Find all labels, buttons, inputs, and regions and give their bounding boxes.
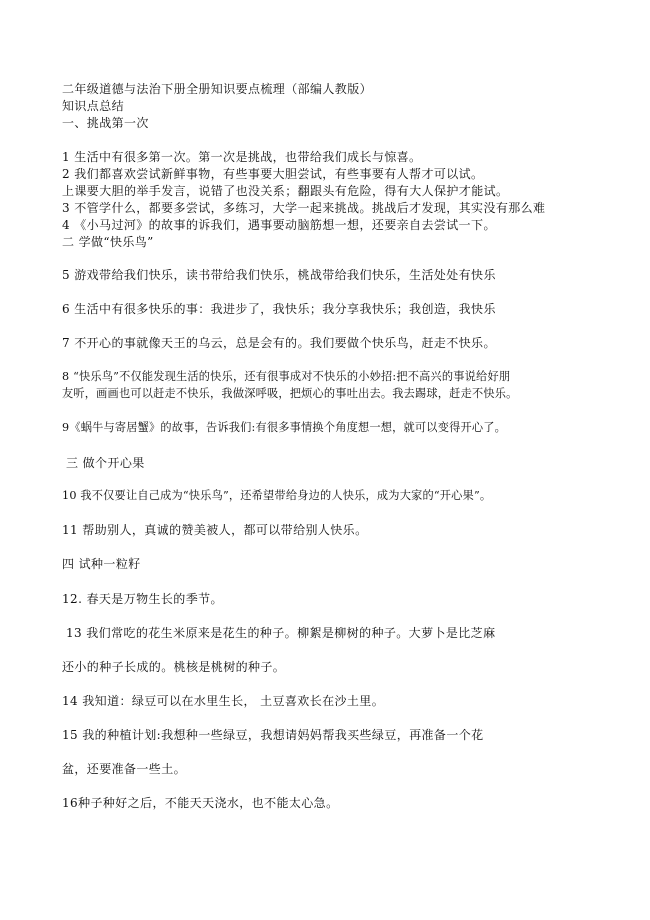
document-subtitle: 知识点总结	[62, 99, 125, 113]
paragraph-line: 16种子种好之后，不能天天浇水，也不能太心急。	[62, 796, 339, 810]
paragraph-line: 6 生活中有很多快乐的事：我进步了，我快乐；我分享我快乐；我创造，我快乐	[62, 302, 496, 316]
paragraph-line: 7 不开心的事就像天王的乌云，总是会有的。我们要做个快乐鸟，赶走不快乐。	[62, 336, 496, 350]
paragraph-line: 盆，还要准备一些土。	[62, 762, 187, 776]
paragraph-line: 2 我们都喜欢尝试新鲜事物，有些事要大胆尝试，有些事要有人帮才可以试。	[62, 167, 484, 181]
section-heading: 二 学做“快乐鸟”	[62, 235, 154, 249]
paragraph-line: 1 生活中有很多第一次。第一次是挑战，也带给我们成长与惊喜。	[62, 150, 422, 164]
paragraph-line: 10 我不仅要让自己成为“快乐鸟”，还希望带给身边的人快乐，成为大家的“开心果”。	[62, 489, 492, 502]
paragraph-line: 友听，画画也可以赶走不快乐，我做深呼吸，把烦心的事吐出去。我去踢球，赶走不快乐。	[62, 387, 518, 400]
paragraph-line: 9《蜗牛与寄居蟹》的故事，告诉我们:有很多事情换个角度想一想，就可以变得开心了。	[62, 421, 507, 434]
paragraph-line: 13 我们常吃的花生米原来是花生的种子。柳絮是柳树的种子。大萝卜是比芝麻	[66, 626, 496, 640]
document-title: 二年级道德与法治下册全册知识要点梳理（部编人教版）	[62, 82, 373, 96]
paragraph-line: 4 《小马过河》的故事的诉我们，遇事要动脑筋想一想，还要亲自去尝试一下。	[62, 218, 496, 232]
paragraph-line: 8 “快乐鸟”不仅能发现生活的快乐，还有很事成对不快乐的小妙招:把不高兴的事说给好朋	[62, 370, 511, 383]
paragraph-line: 上课要大胆的举手发言，说错了也没关系；翻跟头有危险，得有大人保护才能试。	[62, 184, 509, 198]
section-heading: 四 试种一粒籽	[62, 557, 141, 571]
section-heading: 三 做个开心果	[66, 456, 145, 470]
paragraph-line: 还小的种子长成的。桃核是桃树的种子。	[62, 660, 286, 674]
paragraph-line: 11 帮助别人，真诚的赞美被人，都可以带给别人快乐。	[62, 523, 368, 537]
paragraph-line: 12. 春天是万物生长的季节。	[62, 592, 223, 606]
section-heading: 一、挑战第一次	[62, 116, 149, 130]
paragraph-line: 15 我的种植计划:我想种一些绿豆，我想请妈妈帮我买些绿豆，再准备一个花	[62, 728, 484, 742]
paragraph-line: 5 游戏带给我们快乐，读书带给我们快乐，桃战带给我们快乐，生活处处有快乐	[62, 268, 496, 282]
paragraph-line: 14 我知道：绿豆可以在水里生长， 土豆喜欢长在沙土里。	[62, 694, 385, 708]
paragraph-line: 3 不管学什么，都要多尝试，多练习，大学一起来挑战。挑战后才发现，其实没有那么难	[62, 201, 546, 215]
